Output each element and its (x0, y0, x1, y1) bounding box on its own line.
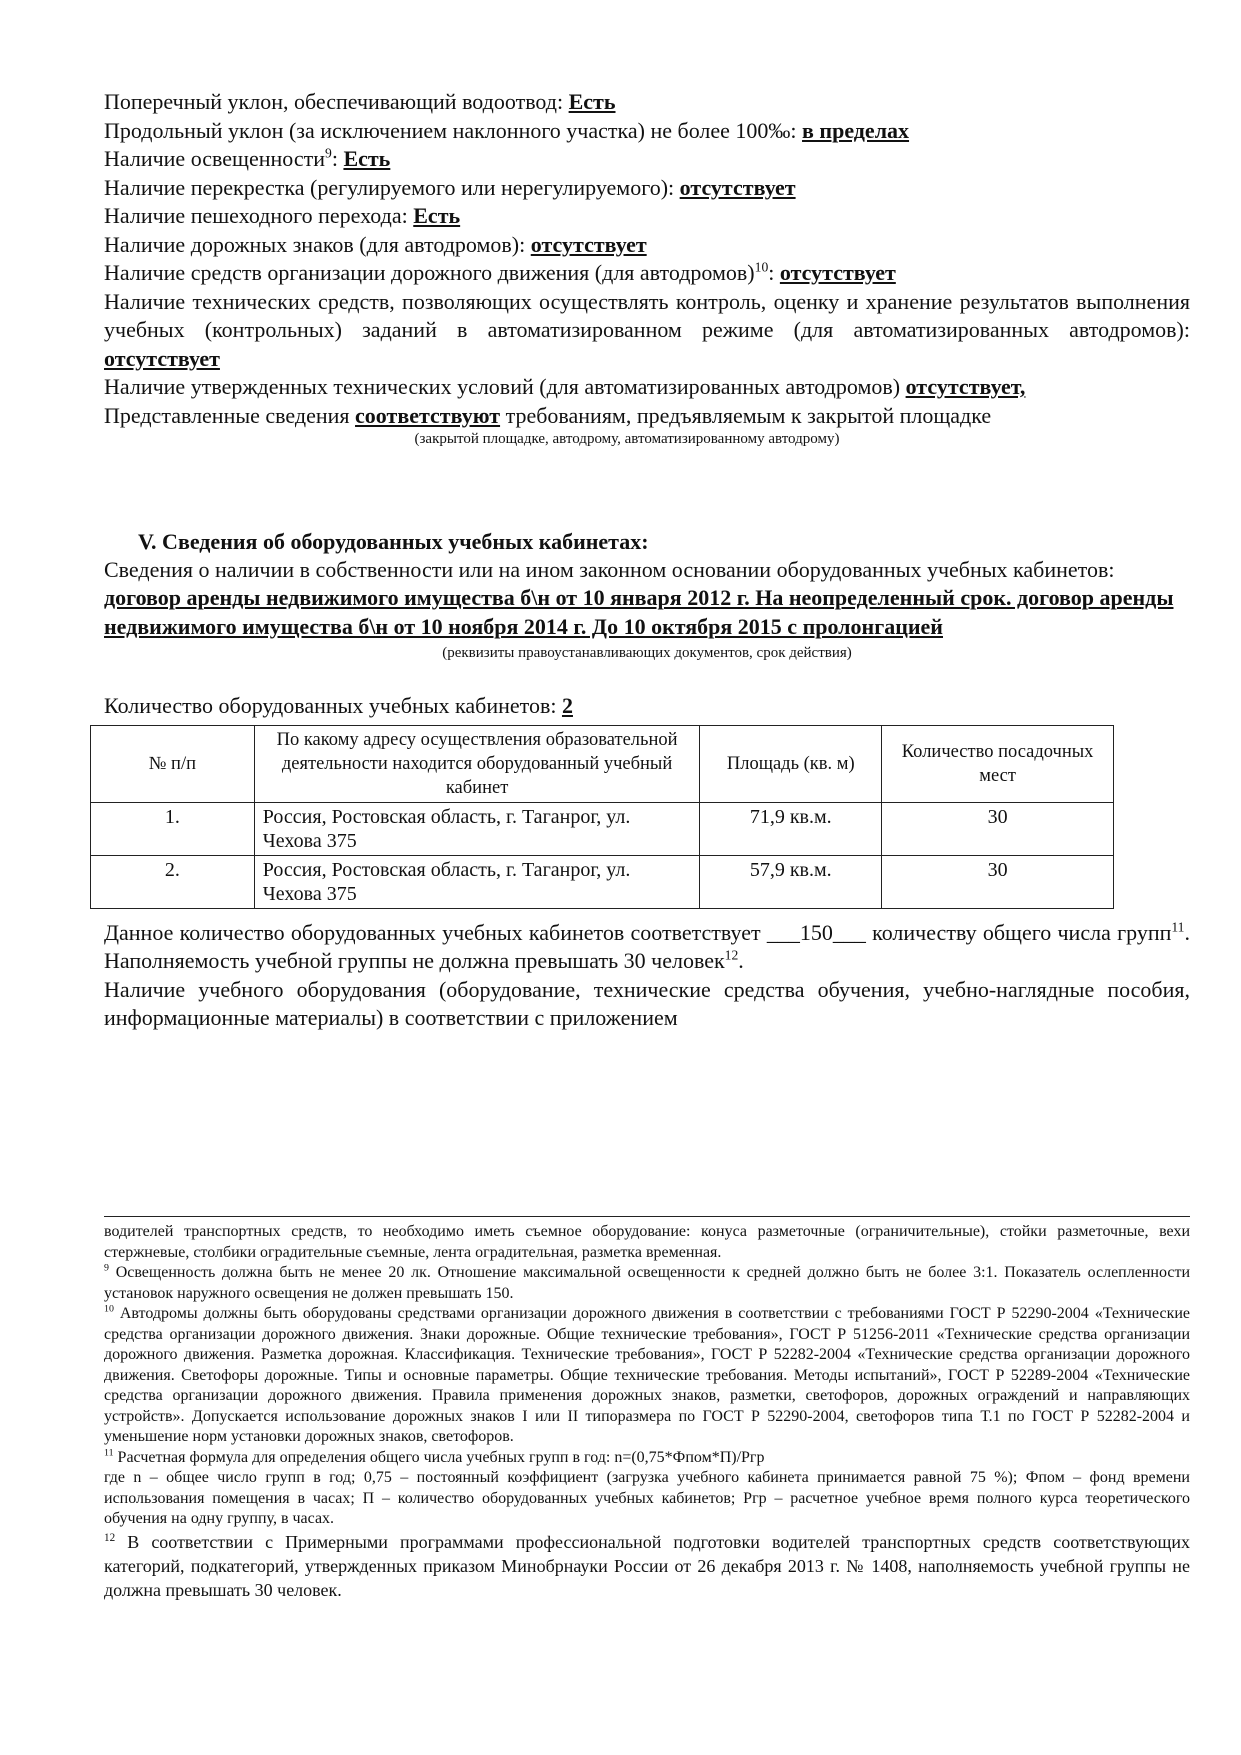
groups-paragraph: Данное количество оборудованных учебных кабинетов соответствует ___150___ количеству общего числа групп$^{11}$. Наполняемость учебной группы не должна превышать 30 человек$^{12}$. (104, 919, 1190, 973)
rooms-count-line: Количество оборудованных учебных кабинетов: 2 (104, 693, 573, 718)
traffic-means-value: отсутствует (779, 260, 896, 285)
traffic-means-line: Наличие средств организации дорожного движения (для автодромов)$^{10}$: отсутствует (104, 259, 896, 285)
lighting-value: Есть (343, 146, 391, 171)
footnote-ref-11: 11 (1171, 919, 1185, 935)
row-area: 71,9 кв.м. (700, 802, 882, 855)
header-address: По какому адресу осуществления образовательной деятельности находится оборудованный учебный кабинет (254, 725, 700, 802)
rooms-table (90, 725, 1114, 909)
footnote-ref-10: 10 (754, 259, 769, 275)
row-seats: 30 (882, 802, 1114, 855)
crossroad-value: отсутствует (679, 174, 796, 200)
rooms-count-value: 2 (561, 693, 573, 718)
row-num: 2. (91, 855, 255, 908)
table-row (91, 802, 1114, 855)
tech-conditions-value: отсутствует, (905, 374, 1026, 399)
footnote-separator (104, 1216, 1190, 1217)
equipment-paragraph: Наличие учебного оборудования (оборудование, технические средства обучения, учебно-наглядные пособия, информационные материалы) в соответствии с приложением (104, 976, 1190, 1030)
ownership-value: договор аренды недвижимого имущества б\н от 10 января 2012 г. На неопределенный срок. договор аренды недвижимого имущества б\н от 10 ноября 2014 г. До 10 октября 2015 с пролонгацией (104, 585, 1174, 639)
ownership-paragraph: Сведения о наличии в собственности или на ином законном основании оборудованных учебных кабинетов: договор аренды недвижимого имущества б\н от 10 января 2012 г. На неопределенный срок. договор аренды недвижимого имущества б\н от 10 ноября 2014 г. До 10 октября 2015 с пролонгацией (104, 556, 1174, 639)
ownership-caption: (реквизиты правоустанавливающих документов, срок действия) (442, 645, 852, 661)
section-heading: V. Сведения об оборудованных учебных кабинетах: (138, 529, 649, 554)
crosswalk-value: Есть (413, 203, 461, 228)
conclusion-line: Представленные сведения соответствуют требованиям, предъявляемым к закрытой площадке (104, 402, 992, 428)
footnote-9: $^9$ Освещенность должна быть не менее 20 лк. Отношение максимальной освещенности к средней должно быть не более 3:1. Показатель ослепленности установок наружного освещения не должен превышать 150. (104, 1262, 1190, 1302)
conclusion-value: соответствуют (355, 402, 501, 428)
lighting-line: Наличие освещенности$^9$: Есть (104, 145, 391, 171)
row-address: Россия, Ростовская область, г. Таганрог, ул. Чехова 375 (254, 855, 700, 908)
footnote-10: $^{10}$ Автодромы должны быть оборудованы средствами организации дорожного движения в соответствии с требованиями ГОСТ Р 52290-2004 «Технические средства организации дорожного движения. Знаки дорожные. Общие технические требования», ГОСТ Р 51256-2011 «Технические средства организации дорожного движения. Разметка дорожная. Классификация. Технические требования», ГОСТ Р 52282-2004 «Технические средства организации дорожного движения. Светофоры дорожные. Типы и основные параметры. Общие технические требования. Методы испытаний», ГОСТ Р 52289-2004 «Технические средства организации дорожного движения. Правила применения дорожных знаков, разметки, светофоров, дорожных ограждений и направляющих устройств». Допускается использование дорожных знаков I или II типоразмера по ГОСТ Р 52290-2004, светофоров типа Т.1 по ГОСТ Р 52282-2004 и уменьшение норм установки дорожных знаков, светофоров. (104, 1303, 1190, 1445)
document-page (104, 88, 1190, 1033)
long-slope-line: Продольный уклон (за исключением наклонного участка) не более 100‰: в пределах (104, 117, 910, 143)
tech-means-value: отсутствует (104, 345, 220, 371)
table-header-row (91, 725, 1114, 802)
header-area: Площадь (кв. м) (700, 725, 882, 802)
row-num: 1. (91, 802, 255, 855)
header-num: № п/п (91, 725, 255, 802)
conclusion-caption: (закрытой площадке, автодрому, автоматизированному автодрому) (414, 431, 840, 447)
footnote-11: $^{11}$ Расчетная формула для определения общего числа учебных групп в год: n=(0,75*Фпом*П)/Ргр (104, 1447, 765, 1466)
signs-line: Наличие дорожных знаков (для автодромов): отсутствует (104, 231, 647, 257)
footnote-ref-9: 9 (325, 145, 332, 161)
footnote-11-where: где n – общее число групп в год; 0,75 – постоянный коэффициент (загрузка учебного кабинета принимается равной 75 %); Фпом – фонд времени использования помещения в часах; П – количество оборудованных учебных кабинетов; Pгр – расчетное учебное время полного курса теоретического обучения на одну группу, в часах. (104, 1469, 1190, 1527)
footnote-ref-12: 12 (724, 947, 739, 963)
footnote-12: $^{12}$ В соответствии с Примерными программами профессиональной подготовки водителей транспортных средств соответствующих категорий, подкатегорий, утвержденных приказом Минобрнауки России от 26 декабря 2013 г. № 1408, наполняемость учебной группы не должна превышать 30 человек. (104, 1531, 1190, 1600)
row-address: Россия, Ростовская область, г. Таганрог, ул. Чехова 375 (254, 802, 700, 855)
tech-conditions-line: Наличие утвержденных технических условий (для автоматизированных автодромов) отсутствует, (104, 374, 1026, 399)
cross-slope-value: Есть (568, 89, 616, 114)
table-row (91, 855, 1114, 908)
crossroad-line: Наличие перекрестка (регулируемого или нерегулируемого): отсутствует (104, 174, 796, 200)
tech-means-paragraph: Наличие технических средств, позволяющих осуществлять контроль, оценку и хранение результатов выполнения учебных (контрольных) заданий в автоматизированном режиме (для автоматизированных автодромов): отсутствует (104, 288, 1190, 371)
header-seats: Количество посадочных мест (882, 725, 1114, 802)
crosswalk-line: Наличие пешеходного перехода: Есть (104, 203, 461, 228)
long-slope-value: в пределах (802, 117, 910, 143)
footnote-continuation: водителей транспортных средств, то необходимо иметь съемное оборудование: конуса разметочные (ограничительные), стойки разметочные, вехи стержневые, столбики оградительные съемные, лента оградительная, разметка временная. (104, 1223, 1190, 1261)
row-area: 57,9 кв.м. (700, 855, 882, 908)
footnotes (104, 1222, 1190, 1602)
cross-slope-line: Поперечный уклон, обеспечивающий водоотвод: Есть (104, 89, 616, 114)
signs-value: отсутствует (530, 231, 647, 257)
row-seats: 30 (882, 855, 1114, 908)
